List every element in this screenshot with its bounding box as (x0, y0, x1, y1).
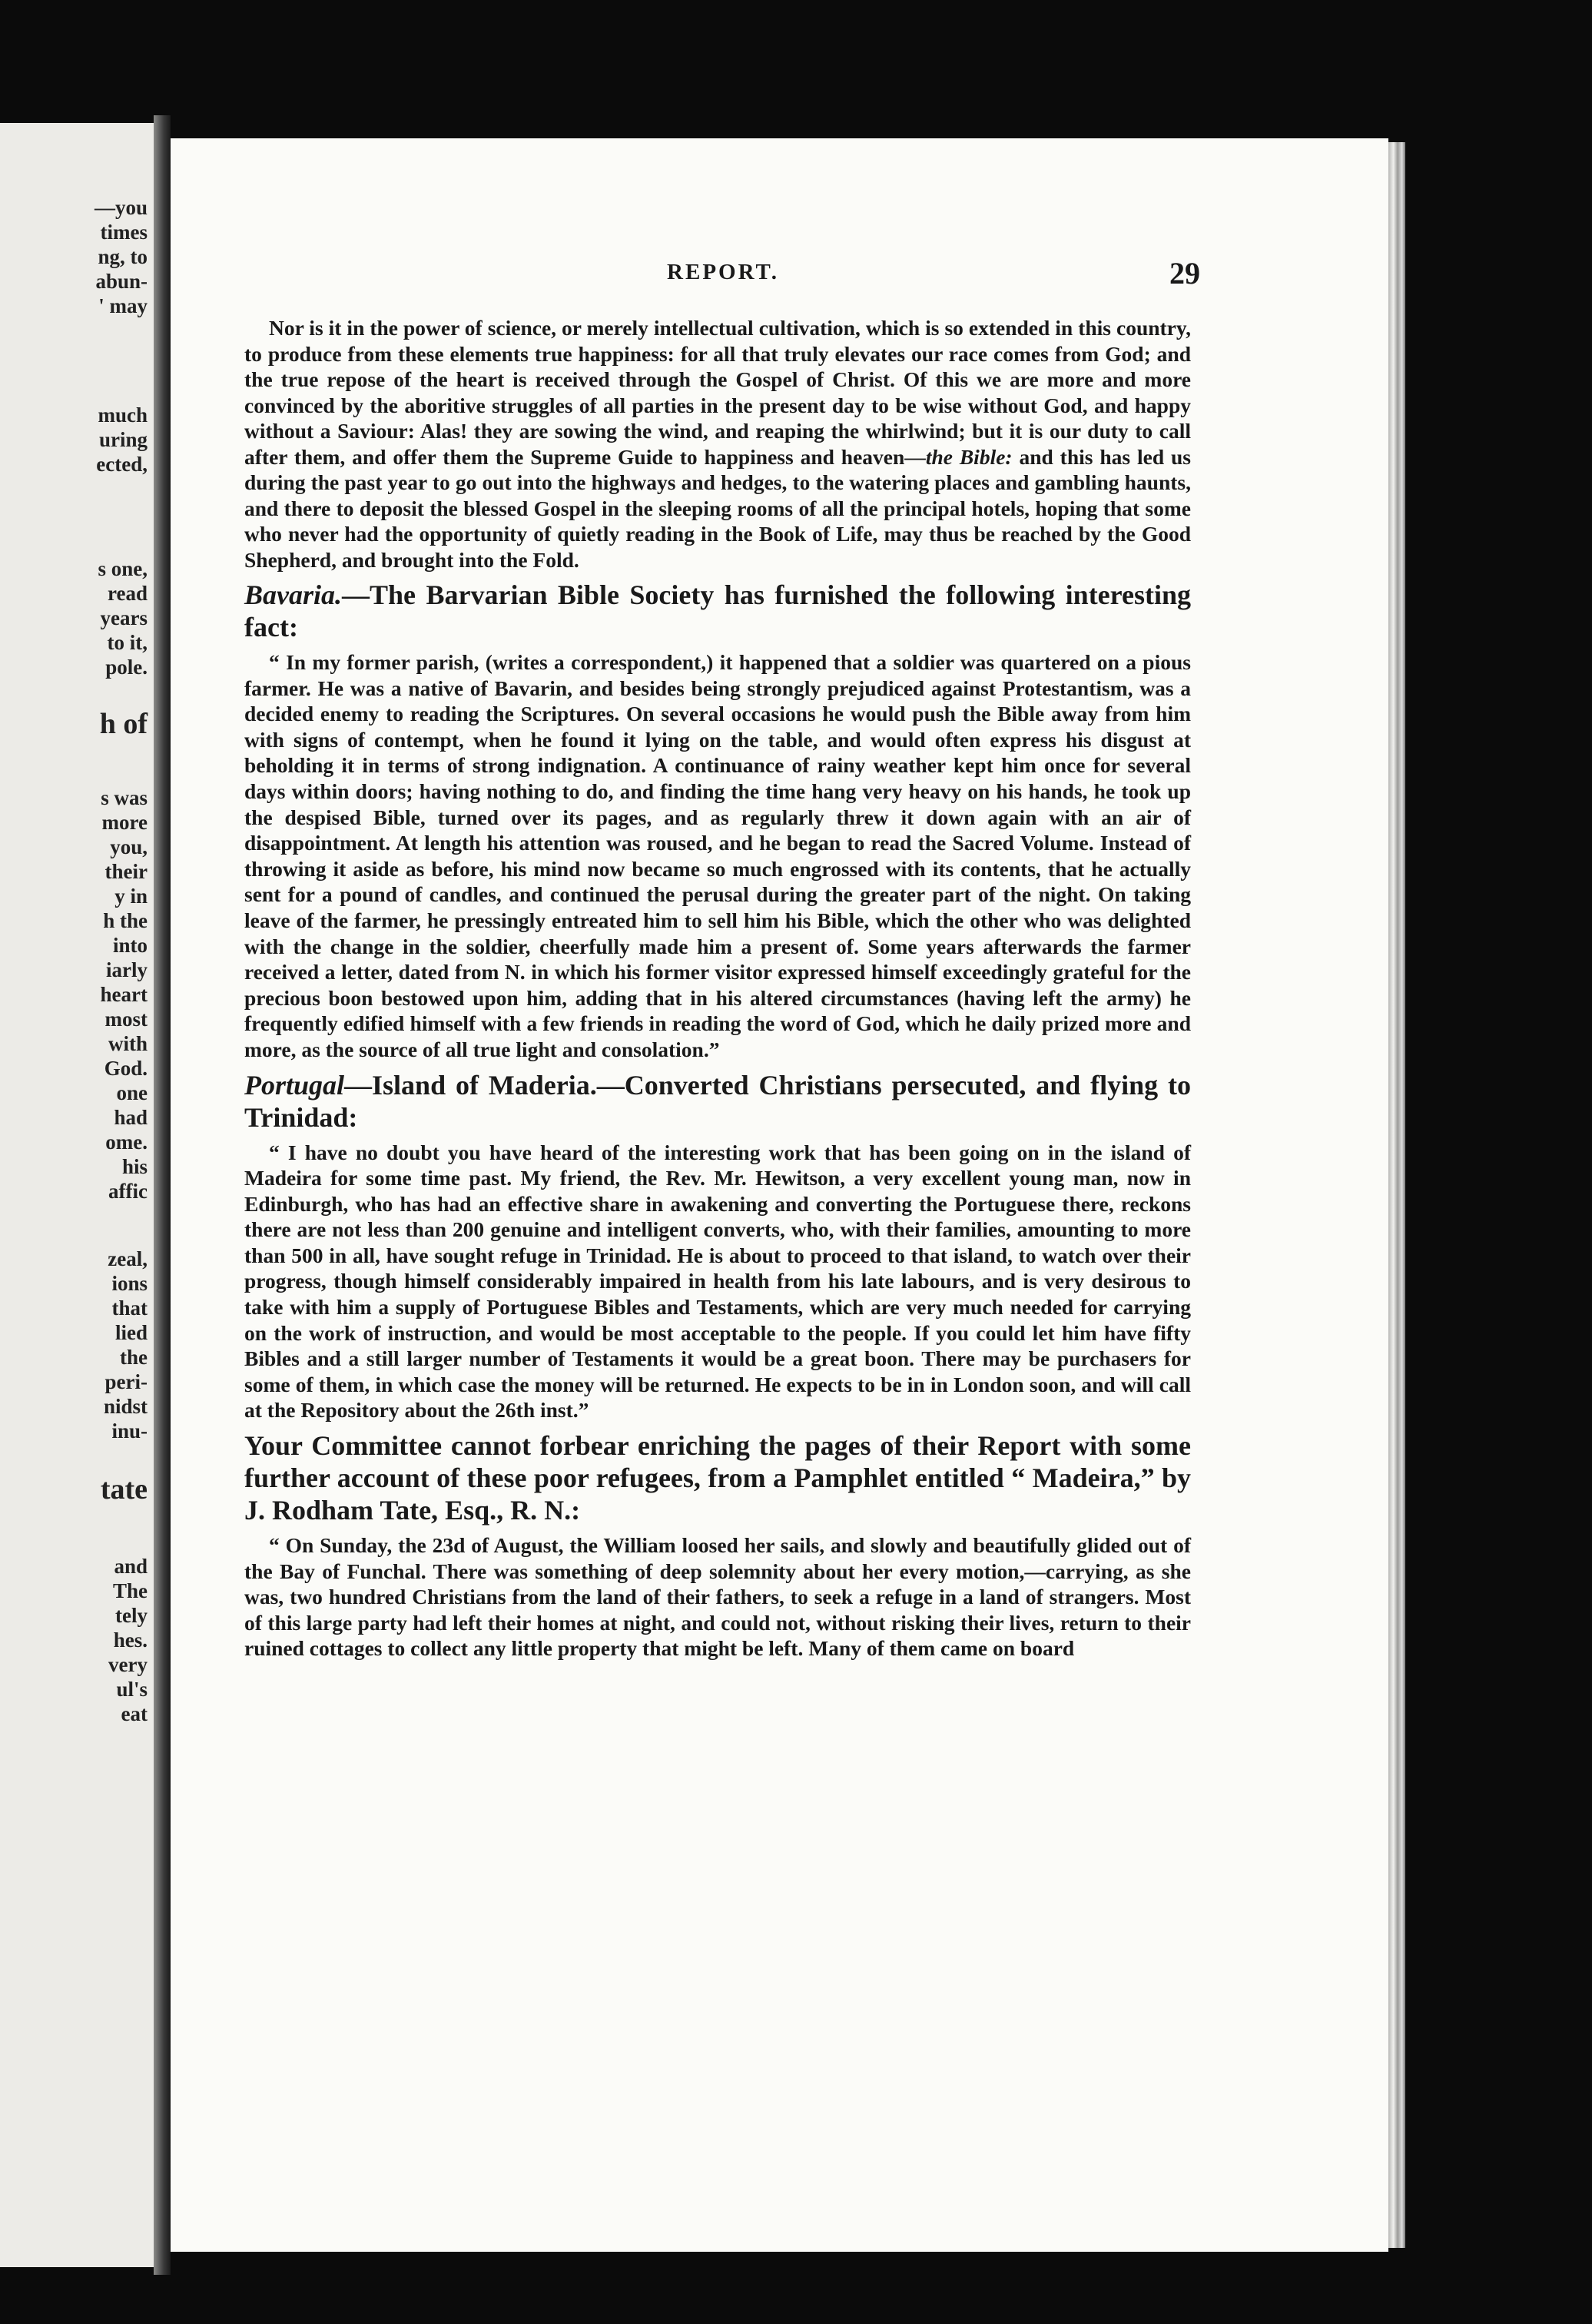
facing-page-fragment: read (108, 582, 148, 605)
page-edges (1388, 142, 1405, 2248)
page-body (244, 315, 1191, 1662)
facing-page-fragment: hes. (113, 1628, 148, 1652)
facing-page-fragment: ul's (116, 1678, 148, 1701)
facing-page-fragment: the (120, 1346, 148, 1369)
portugal-place: Portugal (244, 1069, 345, 1101)
facing-page-fragment: ome. (105, 1130, 148, 1154)
facing-page (0, 123, 154, 2267)
running-head-title: REPORT. (667, 260, 779, 284)
facing-page-fragment: peri- (104, 1370, 148, 1393)
bavaria-place: Bavaria. (244, 579, 343, 610)
facing-page-fragment: zeal, (108, 1247, 148, 1270)
facing-page-fragment: one (116, 1081, 148, 1104)
facing-page-fragment: nidst (103, 1395, 148, 1418)
facing-page-fragment: tely (115, 1604, 148, 1627)
facing-page-fragment: heart (100, 983, 148, 1006)
facing-page-fragment: years (100, 606, 148, 629)
facing-page-fragment: The (112, 1579, 148, 1602)
facing-page-fragment: that (111, 1296, 148, 1320)
facing-page-fragment: most (104, 1008, 148, 1031)
facing-page-fragment: into (112, 934, 148, 957)
facing-page-fragment: more (101, 811, 148, 834)
portugal-heading (244, 1069, 1191, 1134)
facing-page-fragment: God. (104, 1057, 148, 1080)
page-number: 29 (1169, 256, 1200, 290)
facing-page-fragment: ng, to (98, 245, 148, 268)
portugal-lead-text: —Island of Maderia.—Converted Christians persecuted, and flying to Trinidad: (244, 1069, 1191, 1133)
intro-paragraph (244, 315, 1191, 573)
facing-page-fragment: his (121, 1155, 148, 1178)
facing-page-fragment: uring (98, 428, 148, 451)
facing-page-fragment: and (114, 1555, 148, 1578)
intro-italic: the Bible: (925, 444, 1013, 469)
facing-page-fragment: much (98, 403, 148, 427)
facing-page-fragment: to it, (107, 631, 148, 654)
intro-text-end: and this has led us during the past year to go out into the highways and hedges, to the watering places and gambling haunts, and there to deposit the blessed Gospel in the sleeping rooms of all the principal hotels, hoping that some who never had the opportunity of quietly reading in the Book of Life, may thus be reached by the Good Shepherd, and brought into the Fold. (244, 444, 1191, 572)
portugal-quote: “ I have no doubt you have heard of the interesting work that has been going on in the island of Madeira for some time past. My friend, the Rev. Mr. Hewitson, a very excellent young man, now in Edinburgh, who has had an effective share in awakening and converting the Portuguese there, reckons there are not less than 200 genuine and intelligent converts, who, with their families, amounting to more than 500 in all, have sought refuge in Trinidad. He is about to proceed to that island, to watch over their progress, though himself considerably impaired in health from his late labours, and is very desirous to take with him a supply of Portuguese Bibles and Testaments, which are very much needed for carrying on the work of instruction, and would be most acceptable to the people. If you could let him have fifty Bibles and a still larger number of Testaments it would be a great boon. There may be purchasers for some of them, in which case the money will be returned. He expects to be in in London soon, and will call at the Repository about the 26th inst.” (244, 1140, 1191, 1423)
bavaria-lead-text: —The Barvarian Bible Society has furnished the following interesting fact: (244, 579, 1191, 642)
facing-page-fragment: abun- (95, 270, 148, 293)
facing-page-fragment: pole. (105, 656, 148, 679)
bavaria-quote: “ In my former parish, (writes a correspondent,) it happened that a soldier was quartered on a pious farmer. He was a native of Bavarin, and besides being strongly prejudiced against Protestantism, was a decided enemy to reading the Scriptures. On several occasions he would push the Bible away from him with signs of contempt, when he found it lying on the table, and would often express his disgust at beholding it in terms of strong indignation. A continuance of rainy weather kept him once for several days within doors; having nothing to do, and finding the time hang very heavy on his hands, he took up the despised Bible, turned over its pages, and as regularly threw it down again with an air of disappointment. At length his attention was roused, and he began to read the Sacred Volume. Instead of throwing it aside as before, his mind now became so much engrossed with its contents, that he actually sent for a pound of candles, and continued the perusal during the greater part of the night. On taking leave of the farmer, he pressingly entreated him to sell him his Bible, which the other who was delighted with the change in the soldier, cheerfully made him a present of. Some years afterwards the farmer received a letter, dated from N. in which his former visitor expressed himself exceedingly grateful for the precious boon bestowed upon him, adding that in his altered circumstances (having left the army) he frequently edified himself with a few friends in reading the word of God, which he daily prized more and more, as the source of all true light and consolation.” (244, 650, 1191, 1061)
facing-page-fragment: with (108, 1032, 148, 1055)
facing-page-fragment: —you (94, 196, 148, 219)
facing-page-fragment: ected, (96, 453, 148, 476)
facing-page-fragment: ' may (98, 294, 148, 317)
facing-page-fragment: you, (110, 835, 148, 858)
facing-page-fragment: inu- (111, 1419, 148, 1443)
facing-page-fragment: h the (103, 909, 148, 932)
facing-page-fragment: times (100, 221, 148, 244)
madeira-quote: “ On Sunday, the 23d of August, the William loosed her sails, and slowly and beautifully glided out of the Bay of Funchal. There was something of deep solemnity about her every motion,—carrying, as she was, two hundred Christians from the land of their fathers, to seek a refuge in a land of strangers. Most of this large party had left their homes at night, and could not, without risking their lives, return to their ruined cottages to collect any little property that might be left. Many of them came on board (244, 1533, 1191, 1661)
committee-paragraph: Your Committee cannot forbear enriching the pages of their Report with some further account of these poor refugees, from a Pamphlet entitled “ Madeira,” by J. Rodham Tate, Esq., R. N.: (244, 1430, 1191, 1526)
bavaria-heading (244, 579, 1191, 643)
intro-text: Nor is it in the power of science, or merely intellectual cultivation, which is so extended in this country, to produce from these elements true happiness: for all that truly elevates our race comes from God; and the true repose of the heart is received through the Gospel of Christ. Of this we are more and more convinced by the aboritive struggles of all parties in the present day to be wise without God, and happy without a Saviour: Alas! they are sowing the wind, and reaping the whirlwind; but it is our duty to call after them, and offer them the Supreme Guide to happiness and heaven— (244, 316, 1191, 469)
facing-page-fragment: s one, (98, 557, 148, 580)
running-head (246, 256, 1200, 298)
facing-page-fragment: eat (121, 1702, 148, 1725)
facing-page-fragment: iarly (106, 958, 148, 981)
facing-page-fragment: h of (99, 708, 148, 740)
facing-page-fragment: tate (100, 1473, 148, 1506)
facing-page-fragment: very (108, 1653, 148, 1676)
facing-page-fragment: s was (101, 786, 148, 809)
facing-page-fragment: affic (108, 1180, 148, 1203)
facing-page-fragment: had (114, 1106, 148, 1129)
facing-page-fragment: ions (111, 1272, 148, 1295)
book-gutter (154, 115, 171, 2275)
facing-page-fragment: y in (114, 885, 148, 908)
facing-page-fragment: lied (114, 1321, 148, 1344)
facing-page-fragment: their (104, 860, 148, 883)
